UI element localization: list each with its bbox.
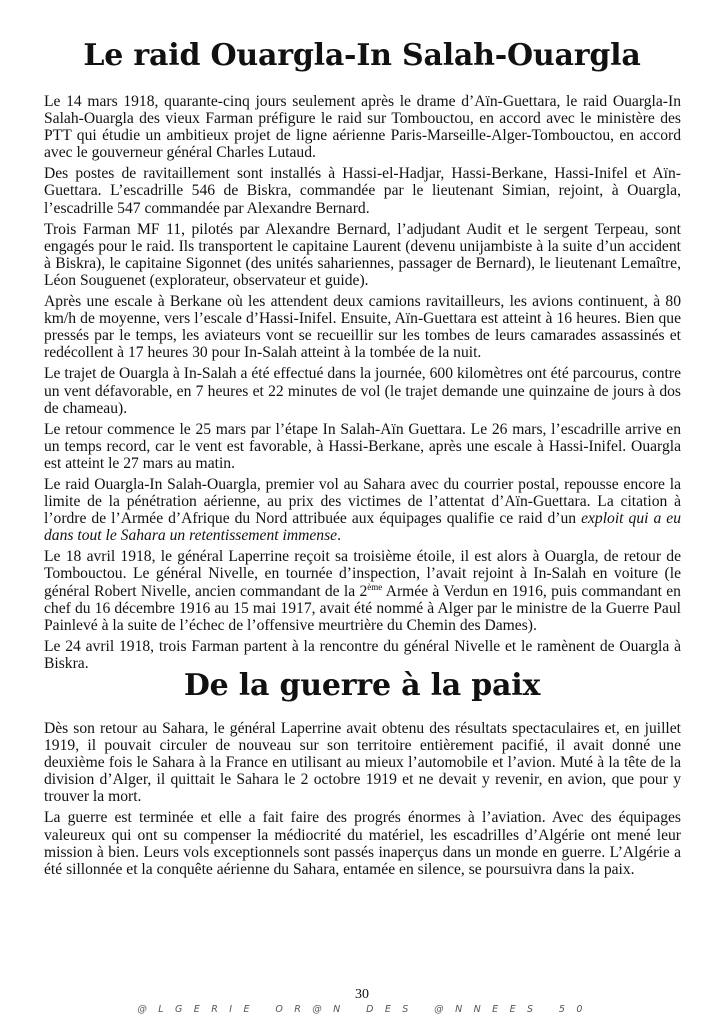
paragraph: Le trajet de Ouargla à In-Salah a été effectué dans la journée, 600 kilomètres ont été parcourus, contre un vent défavorable, en 7 heures et 22 minutes de vol (le trajet demande une quinzaine de jours à dos de chameau).	[44, 365, 681, 417]
paragraph: Trois Farman MF 11, pilotés par Alexandre Bernard, l’adjudant Audit et le sergent Terpeau, sont engagés pour le raid. Ils transportent le capitaine Laurent (devenu unijambiste à la suite d’un accident à Biskra), le capitaine Sigonnet (des unités sahariennes, passager de Bernard), le lieutenant Lemaître, Léon Souguenet (explorateur, observateur et guide).	[44, 220, 681, 289]
paragraph: Le 24 avril 1918, trois Farman partent à la rencontre du général Nivelle et le ramènent de Ouargla à Biskra.	[44, 637, 681, 672]
paragraph: Le raid Ouargla-In Salah-Ouargla, premier vol au Sahara avec du courrier postal, repousse encore la limite de la pénétration aérienne, au prix des victimes de l’attentat d’Aïn-Guettara. La citation à l’ordre de l’Armée d’Afrique du Nord attribuée aux équipages qualifie ce raid d’un exploit qui a eu dans tout le Sahara un retentissement immense.	[44, 475, 681, 545]
paragraph: Le 18 avril 1918, le général Laperrine reçoit sa troisième étoile, il est alors à Ouargla, de retour de Tombouctou. Le général Nivelle, en tournée d’inspection, l’avait rejoint à In-Salah en voiture (le général Robert Nivelle, ancien commandant de la 2ème Armée à Verdun en 1916, puis commandant en chef du 16 décembre 1916 au 15 mai 1917, avait été nommé à Alger par le ministre de la Guerre Paul Painlevé à la suite de l’échec de l’offensive meurtrière du Chemin des Dames).	[44, 548, 681, 634]
citation-quote: exploit qui a eu dans tout le Sahara un retentissement immense	[44, 510, 681, 545]
page-title: Le raid Ouargla-In Salah-Ouargla	[83, 38, 641, 73]
page-number: 30	[355, 987, 369, 1002]
section-1-body	[44, 93, 681, 676]
ordinal-superscript: ème	[367, 581, 383, 592]
section-title: De la guerre à la paix	[183, 668, 541, 703]
paragraph: Dès son retour au Sahara, le général Laperrine avait obtenu des résultats spectaculaires et, en juillet 1919, il pouvait circuler de nouveau sur son territoire entièrement pacifié, il avait donné une deuxième fois le Sahara à la France en utilisant au mieux l’automobile et l’avion. Muté à la tête de la division d’Alger, il quittait le Sahara le 2 octobre 1919 et ne devait y revenir, en avion, que pour y trouver la mort.	[44, 720, 681, 806]
footer-text: @ L G E R I E O R @ N D E S @ N N E E S 5 0	[137, 1004, 587, 1015]
paragraph: Le retour commence le 25 mars par l’étape In Salah-Aïn Guettara. Le 26 mars, l’escadrille arrive en un temps record, car le vent est favorable, à Hassi-Berkane, après une escale à Hassi-Inifel. Ouargla est atteint le 27 mars au matin.	[44, 420, 681, 472]
paragraph: Le 14 mars 1918, quarante-cinq jours seulement après le drame d’Aïn-Guettara, le raid Ouargla-In Salah-Ouargla des vieux Farman préfigure le raid sur Tombouctou, en accord avec le ministère des PTT qui étudie un ambitieux projet de ligne aérienne Paris-Marseille-Alger-Tombouctou, en accord avec le gouverneur général Charles Lutaud.	[44, 93, 681, 162]
section-2-body	[44, 720, 681, 882]
paragraph: La guerre est terminée et elle a fait faire des progrés énormes à l’aviation. Avec des équipages valeureux qui ont su compenser la médiocrité du matériel, les escadrilles d’Algérie ont mené leur mission à bien. Leurs vols exceptionnels sont passés inaperçus dans un monde en guerre. L’Algérie a été sillonnée et la conquête aérienne du Sahara, entamée en silence, se poursuivra dans la paix.	[44, 809, 681, 878]
paragraph: Après une escale à Berkane où les attendent deux camions ravitailleurs, les avions continuent, à 80 km/h de moyenne, vers l’escale d’Hassi-Inifel. Ensuite, Aïn-Guettara est atteint à 16 heures. Bien que pressés par le temps, les aviateurs vont se recueillir sur les tombes de leurs camarades assassinés et redécollent à 17 heures 30 pour In-Salah atteint à la tombée de la nuit.	[44, 293, 681, 362]
paragraph: Des postes de ravitaillement sont installés à Hassi-el-Hadjar, Hassi-Berkane, Hassi-Inifel et Aïn-Guettara. L’escadrille 546 de Biskra, commandée par le lieutenant Simian, rejoint, à Ouargla, l’escadrille 547 commandée par Alexandre Bernard.	[44, 165, 681, 217]
